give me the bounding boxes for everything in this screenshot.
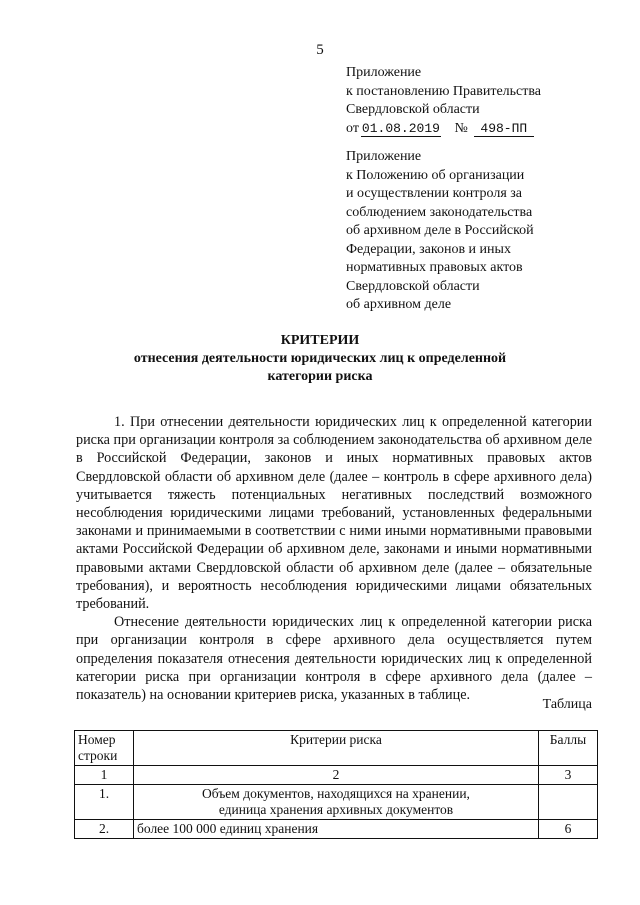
- appendix-line: Приложение: [346, 149, 422, 164]
- appendix-date-line: [346, 120, 541, 139]
- resolution-number: 498-ПП: [474, 122, 534, 137]
- appendix-line: и осуществлении контроля за: [346, 186, 523, 201]
- appendix-line: Приложение: [346, 65, 422, 80]
- criteria-text: единица хранения архивных документов: [218, 802, 454, 817]
- appendix-line: нормативных правовых актов: [346, 260, 523, 275]
- table-cell: 2: [134, 766, 539, 785]
- header-criteria: Критерии риска: [134, 731, 539, 766]
- row-criteria: более 100 000 единиц хранения: [134, 820, 539, 839]
- appendix-line: Свердловской области: [346, 278, 480, 294]
- header-text: Номер: [78, 732, 116, 747]
- page-number: 5: [316, 42, 324, 58]
- document-title: [0, 332, 640, 386]
- row-score: [539, 785, 598, 820]
- table-row: [75, 820, 598, 839]
- header-text: строки: [78, 748, 118, 763]
- table-label: Таблица: [542, 697, 592, 712]
- paragraph: 1. При отнесении деятельности юридических лиц к определенной категории риска при организации контроля за соблюдением законодательства об архивном деле в Российской Федерации, законов и иных нормативных правовых актов Свердловской области об архивном деле (далее – контроль в сфере архивного дела) учитывается тяжесть потенциальных негативных последствий возможного несоблюдения юридическими лицами требований, установленных федеральными законами и принимаемыми в соответствии с ними иными нормативными правовыми актами Российской Федерации об архивном деле, законами и иными нормативными правовыми актами Свердловской области об архивном деле (далее – обязательные требования), и вероятность несоблюдения юридическими лицами обязательных требований.: [76, 414, 592, 613]
- title-line: отнесения деятельности юридических лиц к определенной: [133, 351, 507, 366]
- row-number: 2.: [75, 820, 134, 839]
- number-prefix: №: [454, 120, 468, 136]
- table-cell: 3: [539, 766, 598, 785]
- header-row-number: [75, 731, 134, 766]
- title-heading: КРИТЕРИИ: [280, 333, 360, 348]
- resolution-date: 01.08.2019: [361, 120, 440, 136]
- date-prefix: от: [346, 120, 359, 136]
- body-text: [76, 413, 592, 704]
- appendix-line: Свердловской области: [346, 102, 480, 117]
- table-header-row: [75, 731, 598, 766]
- criteria-table: [74, 730, 598, 839]
- appendix-line: к постановлению Правительства: [346, 83, 542, 99]
- appendix-line: об архивном деле в Российской: [346, 223, 534, 238]
- title-line: категории риска: [267, 369, 373, 384]
- table-index-row: [75, 766, 598, 785]
- table-cell: 1: [75, 766, 134, 785]
- criteria-text: Объем документов, находящихся на хранении,: [202, 786, 470, 801]
- paragraph: Отнесение деятельности юридических лиц к определенной категории риска при организации контроля в сфере архивного дела осуществляется путем определения показателя отнесения деятельности юридических лиц к определенной категории риска при организации контроля в сфере архивного дела (далее – показатель) на основании критериев риска, указанных в таблице.: [76, 614, 592, 704]
- row-criteria: [134, 785, 539, 820]
- row-score: 6: [539, 820, 598, 839]
- table-row: [75, 785, 598, 820]
- appendix-line: Федерации, законов и иных: [346, 241, 511, 257]
- header-score: Баллы: [539, 731, 598, 766]
- appendix-resolution: [346, 64, 541, 138]
- appendix-line: соблюдением законодательства: [346, 204, 533, 220]
- appendix-line: к Положению об организации: [346, 167, 525, 183]
- appendix-regulation: [346, 148, 534, 315]
- row-number: 1.: [75, 785, 134, 820]
- appendix-line: об архивном деле: [346, 297, 452, 312]
